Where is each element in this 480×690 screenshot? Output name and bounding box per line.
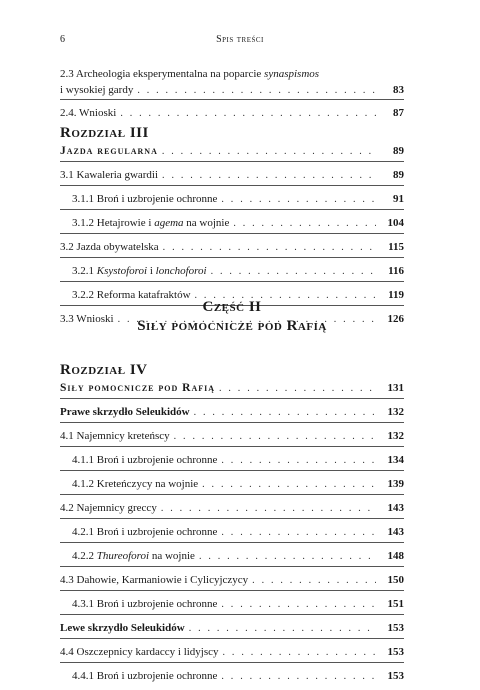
toc-entry bbox=[60, 104, 404, 120]
leader-dots bbox=[120, 107, 376, 120]
toc-entry bbox=[60, 403, 404, 419]
divider bbox=[60, 281, 404, 282]
toc-entry-label: i wysokiej gardy bbox=[60, 84, 137, 97]
toc-entry bbox=[60, 595, 404, 611]
chapter-heading: Rozdział III bbox=[60, 125, 149, 141]
divider bbox=[60, 185, 404, 186]
toc-entry-page: 104 bbox=[387, 217, 404, 229]
divider bbox=[60, 542, 404, 543]
divider bbox=[60, 161, 404, 162]
toc-entry-page: 115 bbox=[388, 241, 404, 253]
toc-entry bbox=[60, 451, 404, 467]
toc-entry-page: 132 bbox=[387, 406, 404, 418]
toc-entry bbox=[60, 427, 404, 443]
toc-entry-page: 153 bbox=[387, 622, 404, 634]
chapter-title-entry bbox=[60, 379, 404, 395]
leader-dots bbox=[162, 145, 376, 158]
leader-dots bbox=[161, 502, 376, 515]
leader-dots bbox=[162, 169, 376, 182]
toc-entry bbox=[60, 190, 404, 206]
toc-entry-page: 91 bbox=[393, 193, 404, 205]
chapter-title: Jazda regularna bbox=[60, 145, 162, 158]
divider bbox=[60, 233, 404, 234]
toc-entry-page: 139 bbox=[387, 478, 404, 490]
toc-list bbox=[60, 403, 404, 683]
toc-entry bbox=[60, 643, 404, 659]
toc-entry-page: 131 bbox=[387, 382, 404, 394]
toc-entry-label: 4.4.1 Broń i uzbrojenie ochronne bbox=[72, 670, 221, 683]
toc-entry-label: 4.2.1 Broń i uzbrojenie ochronne bbox=[72, 526, 221, 539]
toc-entry-page: 89 bbox=[393, 169, 404, 181]
toc-entry bbox=[60, 262, 404, 278]
toc-entry-page: 83 bbox=[393, 84, 404, 96]
leader-dots bbox=[252, 574, 376, 587]
toc-entry bbox=[60, 81, 404, 97]
part-title: Siły pomocnicze pod Rafią bbox=[137, 318, 327, 334]
toc-chapter-4 bbox=[60, 362, 404, 683]
divider bbox=[60, 614, 404, 615]
leader-dots bbox=[233, 217, 376, 230]
running-head bbox=[60, 34, 420, 48]
toc-entry-page: 89 bbox=[393, 145, 404, 157]
divider bbox=[60, 638, 404, 639]
divider bbox=[60, 662, 404, 663]
leader-dots bbox=[163, 241, 376, 254]
leader-dots bbox=[221, 598, 376, 611]
toc-entry-page: 143 bbox=[387, 502, 404, 514]
toc-entry-label: 4.1 Najemnicy kreteńscy bbox=[60, 430, 174, 443]
toc-entry-label: 4.2.2 Thureoforoi na wojnie bbox=[72, 550, 199, 563]
toc-entry-label: Prawe skrzydło Seleukidów bbox=[60, 406, 194, 419]
toc-entry-page: 143 bbox=[387, 526, 404, 538]
toc-entry-page: 132 bbox=[387, 430, 404, 442]
toc-entry-label: 4.3 Dahowie, Karmaniowie i Cylicyjczycy bbox=[60, 574, 252, 587]
leader-dots bbox=[199, 550, 376, 563]
leader-dots bbox=[221, 454, 376, 467]
toc-block-chapter2-end bbox=[60, 67, 404, 120]
leader-dots bbox=[189, 622, 376, 635]
toc-entry-label: 4.4 Oszczepnicy kardaccy i lidyjscy bbox=[60, 646, 223, 659]
divider bbox=[60, 99, 404, 100]
leader-dots bbox=[221, 526, 376, 539]
toc-entry-label: 3.2 Jazda obywatelska bbox=[60, 241, 163, 254]
leader-dots bbox=[137, 84, 376, 97]
part-number: Część II bbox=[202, 299, 262, 315]
divider bbox=[60, 590, 404, 591]
toc-entry bbox=[60, 619, 404, 635]
toc-entry-label: 4.2 Najemnicy greccy bbox=[60, 502, 161, 515]
toc-entry-label: 3.2.2 Reforma katafraktów bbox=[72, 289, 195, 302]
toc-entry-label: 3.2.1 Ksystoforoi i lonchoforoi bbox=[72, 265, 211, 278]
toc-entry bbox=[60, 475, 404, 491]
chapter-heading: Rozdział IV bbox=[60, 362, 148, 378]
leader-dots bbox=[221, 193, 376, 206]
toc-entry-page: 126 bbox=[387, 313, 404, 325]
toc-entry-page: 153 bbox=[387, 670, 404, 682]
leader-dots bbox=[194, 406, 376, 419]
divider bbox=[60, 209, 404, 210]
running-title: Spis treści bbox=[216, 34, 264, 45]
toc-entry-page: 119 bbox=[388, 289, 404, 301]
toc-entry-page: 153 bbox=[387, 646, 404, 658]
leader-dots bbox=[174, 430, 376, 443]
toc-entry-label: 3.1 Kawaleria gwardii bbox=[60, 169, 162, 182]
toc-entry-label: 3.3 Wnioski bbox=[60, 313, 118, 326]
leader-dots bbox=[221, 670, 376, 683]
toc-entry bbox=[60, 238, 404, 254]
toc-entry-label: 4.3.1 Broń i uzbrojenie ochronne bbox=[72, 598, 221, 611]
toc-entry bbox=[60, 667, 404, 683]
toc-entry bbox=[60, 499, 404, 515]
toc-entry-label: 3.1.2 Hetajrowie i agema na wojnie bbox=[72, 217, 233, 230]
divider bbox=[60, 566, 404, 567]
toc-entry-label: Lewe skrzydło Seleukidów bbox=[60, 622, 189, 635]
chapter-title: Siły pomocnicze pod Rafią bbox=[60, 382, 219, 395]
toc-entry bbox=[60, 523, 404, 539]
divider bbox=[60, 422, 404, 423]
leader-dots bbox=[223, 646, 376, 659]
toc-entry bbox=[60, 166, 404, 182]
toc-entry-page: 150 bbox=[387, 574, 404, 586]
toc-entry bbox=[60, 571, 404, 587]
divider bbox=[60, 257, 404, 258]
page-number: 6 bbox=[60, 34, 65, 45]
divider bbox=[60, 398, 404, 399]
toc-entry-page: 151 bbox=[387, 598, 404, 610]
toc-entry-label: 4.1.1 Broń i uzbrojenie ochronne bbox=[72, 454, 221, 467]
toc-entry-page: 148 bbox=[387, 550, 404, 562]
divider bbox=[60, 518, 404, 519]
toc-entry-label: 2.3 Archeologia eksperymentalna na poparcie bbox=[60, 68, 265, 80]
part-heading bbox=[60, 299, 404, 335]
toc-entry-page: 87 bbox=[393, 107, 404, 119]
toc-entry bbox=[60, 547, 404, 563]
leader-dots bbox=[202, 478, 376, 491]
toc-entry bbox=[60, 214, 404, 230]
divider bbox=[60, 446, 404, 447]
toc-entry bbox=[60, 67, 404, 81]
toc-chapter-3 bbox=[60, 125, 404, 326]
toc-entry-page: 134 bbox=[387, 454, 404, 466]
leader-dots bbox=[219, 382, 376, 395]
toc-entry-label: 3.1.1 Broń i uzbrojenie ochronne bbox=[72, 193, 221, 206]
toc-entry-label: 4.1.2 Kreteńczycy na wojnie bbox=[72, 478, 202, 491]
toc-entry-label: 2.4. Wnioski bbox=[60, 107, 120, 120]
toc-entry-label-italic: synaspismos bbox=[264, 68, 320, 80]
leader-dots bbox=[211, 265, 376, 278]
divider bbox=[60, 494, 404, 495]
toc-entry-page: 116 bbox=[388, 265, 404, 277]
chapter-title-entry bbox=[60, 142, 404, 158]
divider bbox=[60, 470, 404, 471]
